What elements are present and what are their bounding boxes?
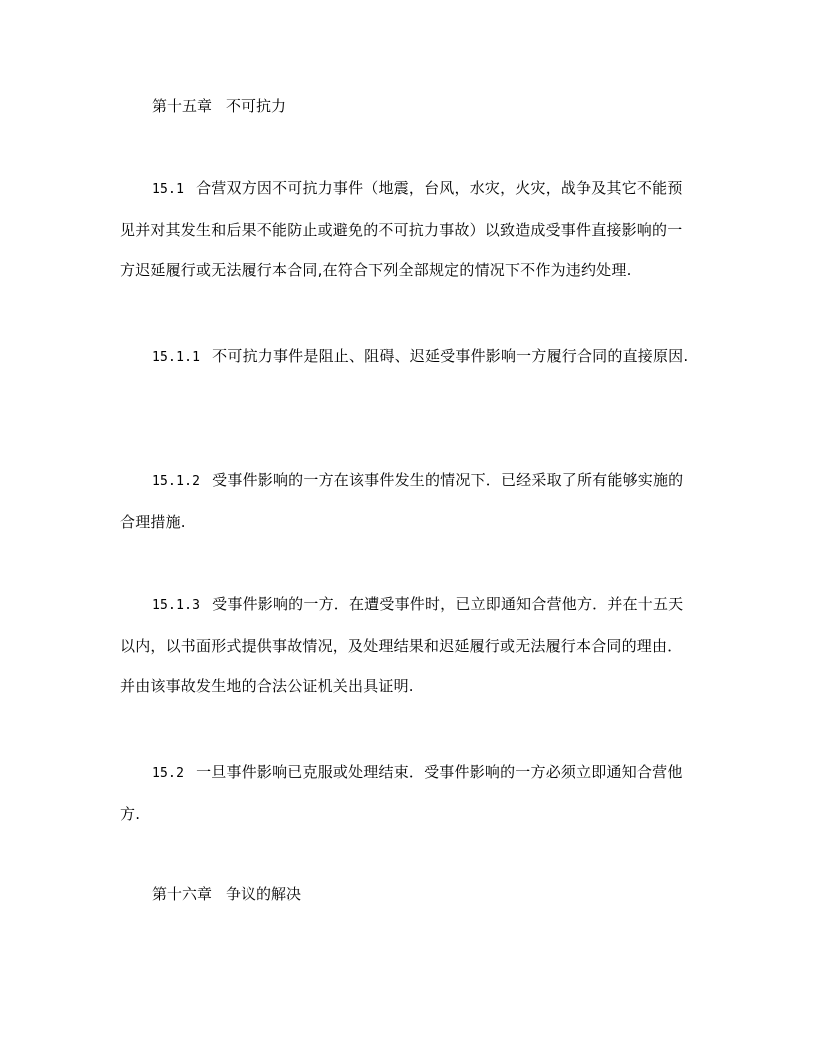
chapter-15-heading [152,96,286,116]
clause-number: 15.1.3 [152,598,201,613]
clause-number: 15.1.2 [152,474,201,489]
clause-15-1-1 [120,336,696,378]
chapter-16-title: 争议的解决 [226,885,302,903]
clause-text: 不可抗力事件是阻止、阻碍、迟延受事件影响一方履行合同的直接原因. [212,347,689,365]
clause-text: 合营双方因不可抗力事件（地震，台风，水灾，火灾，战争及其它不能预见并对其发生和后果不能防止或避免的不可抗力事故）以致造成受事件直接影响的一方迟延履行或无法履行本合同,在符合下列全部规定的情况下不作为违约处理. [120,179,683,279]
clause-15-2 [120,752,696,834]
chapter-16-label: 第十六章 [152,885,213,903]
chapter-15-label: 第十五章 [152,97,213,115]
clause-number: 15.2 [152,766,185,781]
clause-text: 受事件影响的一方在该事件发生的情况下．已经采取了所有能够实施的合理措施. [120,471,684,531]
clause-15-1 [120,168,696,290]
chapter-16-heading [152,884,301,904]
chapter-15-title: 不可抗力 [226,97,287,115]
clause-text: 受事件影响的一方．在遭受事件时，已立即通知合营他方．并在十五天以内，以书面形式提供事故情况，及处理结果和迟延履行或无法履行本合同的理由．并由该事故发生地的合法公证机关出具证明. [120,595,684,695]
clause-number: 15.1 [152,182,185,197]
clause-15-1-3 [120,584,696,706]
clause-number: 15.1.1 [152,350,201,365]
clause-15-1-2 [120,460,696,542]
clause-text: 一旦事件影响已克服或处理结束．受事件影响的一方必须立即通知合营他方. [120,763,683,823]
